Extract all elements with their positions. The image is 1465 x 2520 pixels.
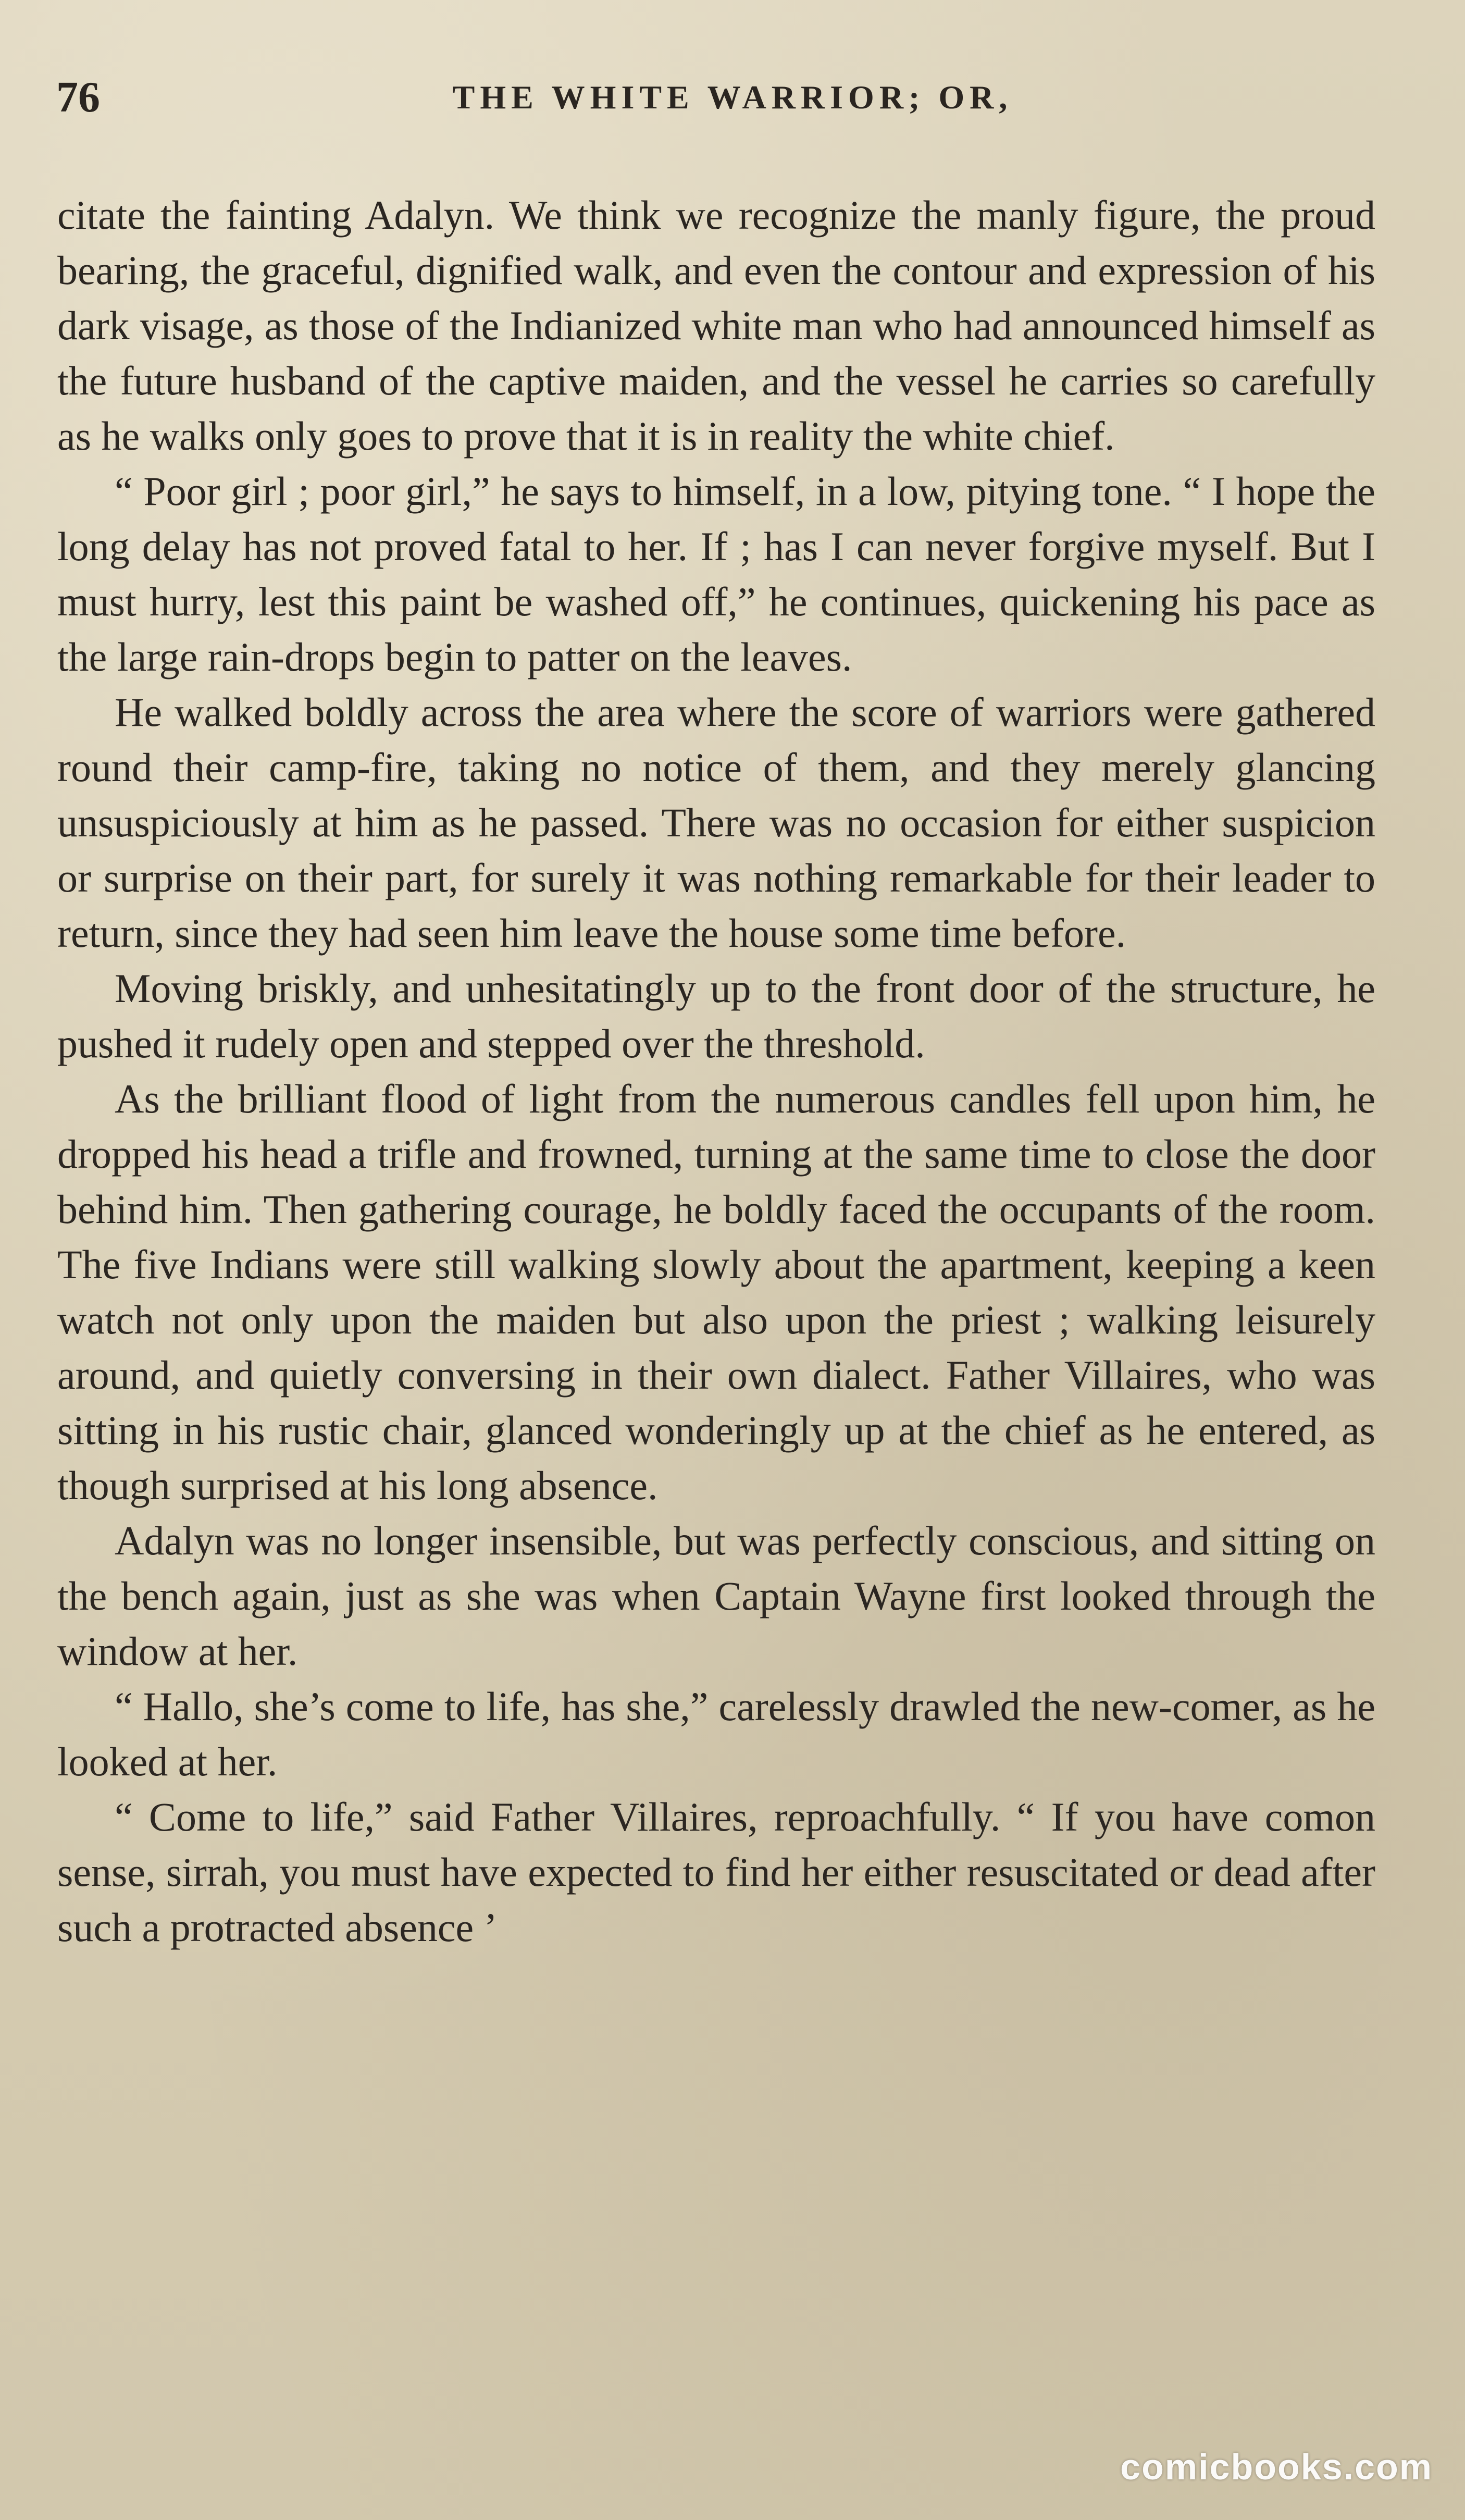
paragraph: “ Hallo, she’s come to life, has she,” carelessly drawled the new-comer, as he looked at her.: [57, 1684, 1375, 1784]
paragraph: Moving briskly, and unhesitatingly up to the front door of the structure, he pushed it rudely open and stepped over the threshold.: [57, 966, 1375, 1066]
paragraph: As the brilliant flood of light from the numerous candles fell upon him, he dropped his head a trifle and frowned, turning at the same time to close the door behind him. Then gathering courage, he boldly faced the occupants of the room. The five Indians were still walking slowly about the apartment, keeping a keen watch not only upon the maiden but also upon the priest ; walking leisurely around, and quietly conversing in their own dialect. Father Villaires, who was sitting in his rustic chair, glanced wonderingly up at the chief as he entered, as though surprised at his long absence.: [57, 1076, 1375, 1508]
paragraph: “ Poor girl ; poor girl,” he says to himself, in a low, pitying tone. “ I hope the long delay has not proved fatal to her. If ; has I can never forgive myself. But I must hurry, lest this paint be washed off,” he continues, quickening his pace as the large rain-drops begin to patter on the leaves.: [57, 468, 1375, 680]
paragraph: “ Come to life,” said Father Villaires, reproachfully. “ If you have comon sense, sirrah, you must have expected to find her either resuscitated or dead after such a protracted absence ’: [57, 1794, 1375, 1950]
paragraph: He walked boldly across the area where the score of warriors were gathered round their camp-fire, taking no notice of them, and they merely glancing unsuspiciously at him as he passed. There was no occasion for either suspicion or surprise on their part, for surely it was nothing remarkable for their leader to return, since they had seen him leave the house some time before.: [57, 689, 1375, 956]
page-number: 76: [56, 73, 100, 121]
paragraph: citate the fainting Adalyn. We think we recognize the manly figure, the proud bearing, the graceful, dignified walk, and even the contour and expression of his dark visage, as those of the Indianized white man who had announced himself as the future husband of the captive maiden, and the vessel he carries so carefully as he walks only goes to prove that it is in reality the white chief.: [57, 192, 1375, 459]
site-watermark: comicbooks.com: [1120, 2447, 1433, 2487]
body-text: [57, 188, 1375, 1955]
paragraph: Adalyn was no longer insensible, but was perfectly conscious, and sitting on the bench again, just as she was when Captain Wayne first looked through the window at her.: [57, 1518, 1375, 1674]
running-title: THE WHITE WARRIOR; OR,: [452, 79, 1013, 116]
